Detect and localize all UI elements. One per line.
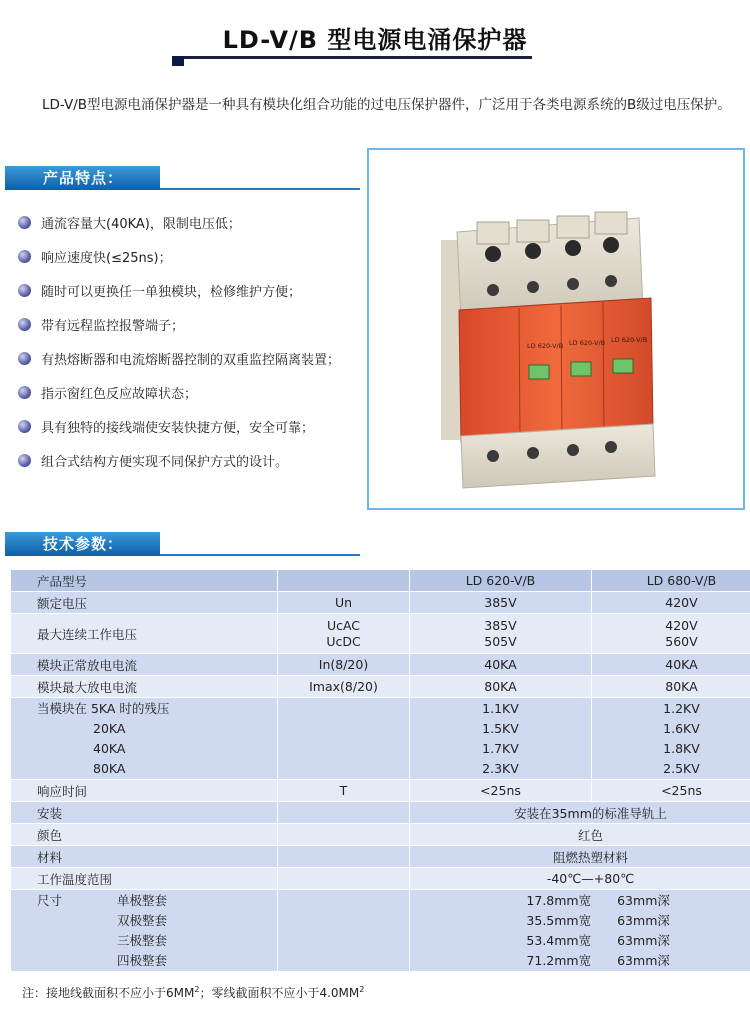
features-heading-line [160, 188, 360, 190]
table-row: 颜色 红色 [11, 824, 750, 846]
table-row: 模块正常放电电流 In(8/20) 40KA 40KA [11, 654, 750, 676]
bullet-icon [18, 250, 31, 263]
intro-paragraph: LD-V/B型电源电涌保护器是一种具有模块化组合功能的过电压保护器件，广泛用于各类电源系统的B级过电压保护。 [42, 97, 731, 113]
feature-item: 具有独特的接线端使安装快捷方便，安全可靠； [18, 409, 363, 443]
bullet-icon [18, 318, 31, 331]
feature-item: 有热熔断器和电流熔断器控制的双重监控隔离装置； [18, 341, 363, 375]
footnote: 注：接地线截面积不应小于$6MM^2$；零线截面积不应小于$4.0MM^2$ [22, 985, 365, 1000]
title-underline [172, 56, 532, 59]
table-row: 工作温度范围 -40℃—+80℃ [11, 868, 750, 890]
feature-item: 响应速度快(≤25ns)； [18, 239, 363, 273]
table-row: 材料 阻燃热塑材料 [11, 846, 750, 868]
bullet-icon [18, 216, 31, 229]
table-row: 尺寸 单极整套 双极整套 三极整套 四极整套 17.8mm宽 63mm深 35.5mm宽 63mm深 53.4mm宽 63mm深 71.2mm宽 63mm深 [11, 890, 750, 972]
table-row: 安装 安装在35mm的标准导轨上 [11, 802, 750, 824]
table-row: 最大连续工作电压 UcAC UcDC 385V 505V 420V 560V [11, 614, 750, 654]
feature-item: 随时可以更换任一单独模块，检修维护方便； [18, 273, 363, 307]
table-row: 模块最大放电电流 Imax(8/20) 80KA 80KA [11, 676, 750, 698]
feature-item: 带有远程监控报警端子； [18, 307, 363, 341]
feature-item: 指示窗红色反应故障状态； [18, 375, 363, 409]
feature-item: 通流容量大(40KA)，限制电压低； [18, 205, 363, 239]
surge-protector-illustration [369, 150, 743, 508]
module-label: LD 620-V/B [527, 342, 564, 350]
table-header-row: 产品型号 LD 620-V/B LD 680-V/B [11, 570, 750, 592]
spec-heading: 技术参数： [5, 532, 160, 556]
module-label: LD 620-V/B [569, 339, 606, 347]
table-row: 额定电压 Un 385V 420V [11, 592, 750, 614]
table-row: 响应时间 T <25ns <25ns [11, 780, 750, 802]
spec-heading-line [160, 554, 360, 556]
bullet-icon [18, 386, 31, 399]
features-heading: 产品特点： [5, 166, 160, 190]
table-row: 当模块在 5KA 时的残压 20KA 40KA 80KA 1.1KV 1.5KV 1.7KV 2.3KV 1.2KV 1.6KV 1.8KV 2.5KV [11, 698, 750, 780]
spec-table [10, 569, 750, 972]
product-photo [367, 148, 745, 510]
module-label: LD 620-V/B [611, 336, 648, 344]
bullet-icon [18, 420, 31, 433]
bullet-icon [18, 454, 31, 467]
title-accent-mark [172, 56, 184, 66]
bullet-icon [18, 284, 31, 297]
bullet-icon [18, 352, 31, 365]
feature-list [18, 205, 363, 477]
page-title: LD-V/B 型电源电涌保护器 [222, 26, 528, 54]
feature-item: 组合式结构方便实现不同保护方式的设计。 [18, 443, 363, 477]
